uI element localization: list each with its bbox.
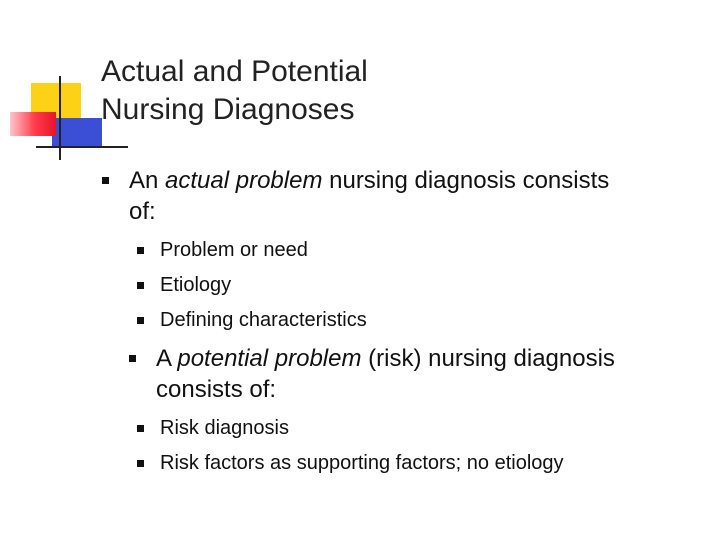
sub-bullet-marker xyxy=(137,425,144,432)
slide-title-line-2: Nursing Diagnoses xyxy=(101,93,355,126)
bullet-potential-problem xyxy=(156,343,615,405)
decorative-red-gradient-bar xyxy=(10,112,56,136)
bullet-marker xyxy=(129,355,136,362)
sub-bullet-etiology: Etiology xyxy=(160,274,232,296)
sub-bullet-risk-diagnosis: Risk diagnosis xyxy=(160,417,289,439)
bullet-marker xyxy=(102,177,109,184)
bullet-line-1: An actual problem nursing diagnosis consists xyxy=(129,167,610,194)
decorative-horizontal-line xyxy=(36,146,128,148)
sub-bullet-marker xyxy=(137,247,144,254)
slide-title-line-1: Actual and Potential xyxy=(101,55,368,88)
bullet-actual-problem xyxy=(129,165,609,227)
sub-bullet-marker xyxy=(137,460,144,467)
bullet-line-1: A potential problem (risk) nursing diagnosis xyxy=(156,345,615,372)
slide-title xyxy=(101,53,701,129)
bullet-line-2: consists of: xyxy=(156,376,277,403)
sub-bullet-marker xyxy=(137,317,144,324)
sub-bullet-risk-factors: Risk factors as supporting factors; no etiology xyxy=(160,452,564,474)
emphasis-text: actual problem xyxy=(165,167,323,194)
sub-bullet-defining-characteristics: Defining characteristics xyxy=(160,309,367,331)
emphasis-text: potential problem xyxy=(177,345,362,372)
bullet-line-2: of: xyxy=(129,198,156,225)
sub-bullet-problem-or-need: Problem or need xyxy=(160,239,308,261)
sub-bullet-marker xyxy=(137,282,144,289)
